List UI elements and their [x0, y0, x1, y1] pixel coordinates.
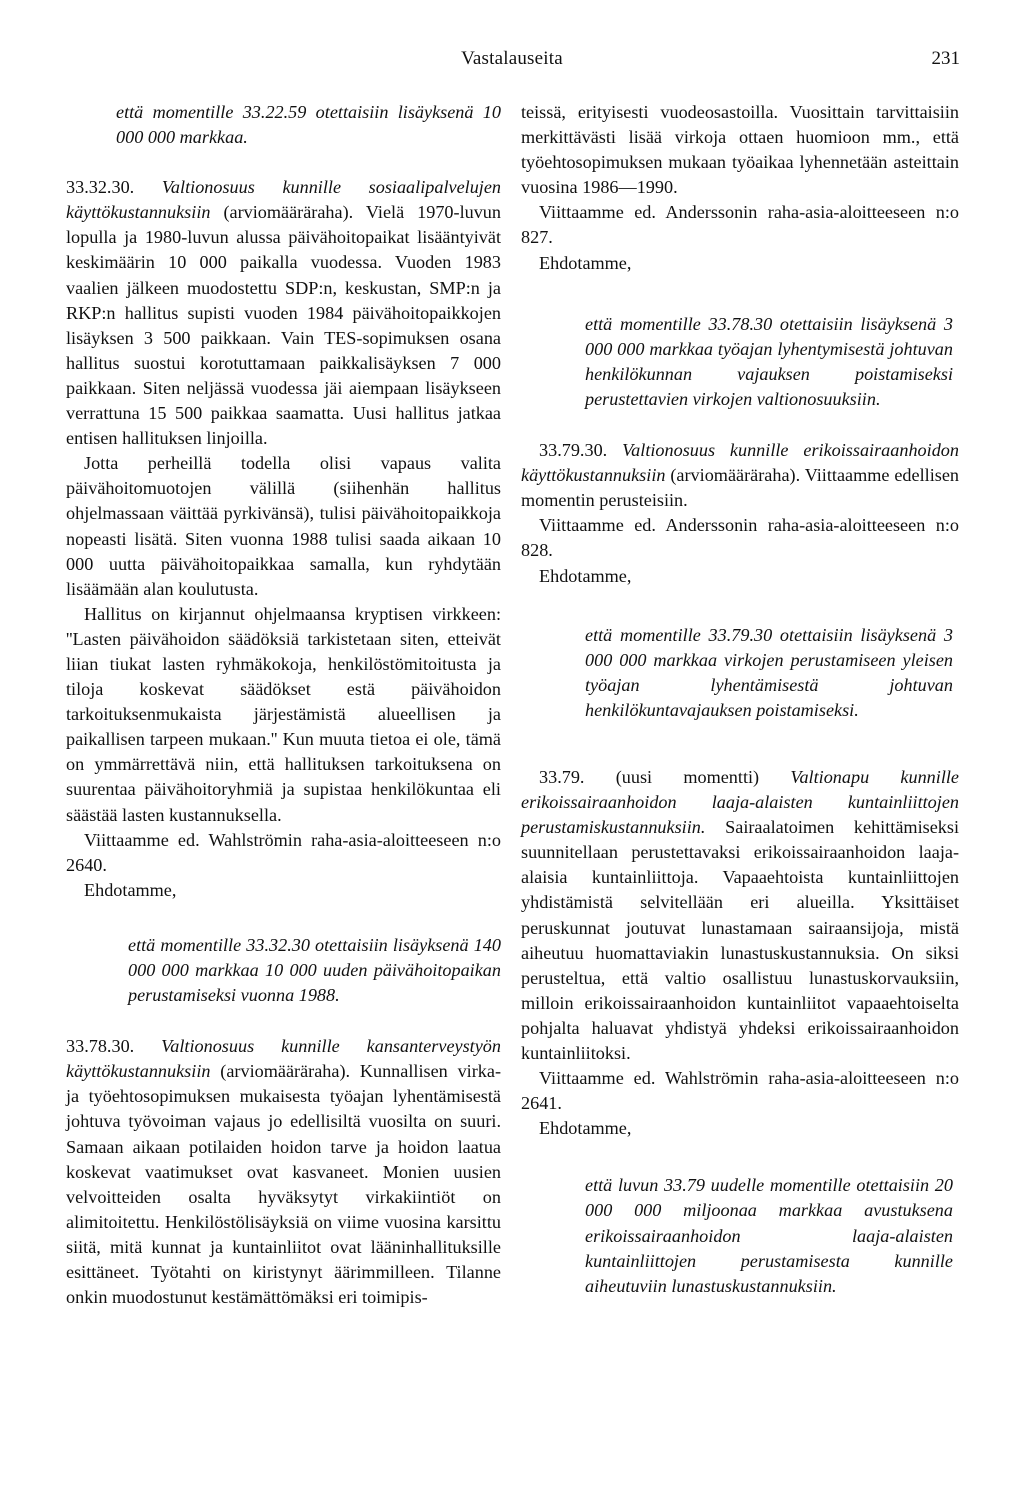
body-paragraph: teissä, erityisesti vuodeosastoilla. Vuosittain tarvittaisiin merkittävästi lisää virkoja ottaen huomioon mm., että työehtosopimuksen mukaan työaikaa lyhennetään asteittain vuosina 1986—1990.: [521, 102, 959, 198]
reference-paragraph: Viittaamme ed. Anderssonin raha-asia-aloitteeseen n:o 828.: [521, 515, 959, 561]
section-paragraph: [66, 1034, 501, 1310]
section-number: 33.78.30.: [66, 1036, 135, 1057]
running-header: Vastalauseita: [461, 48, 563, 69]
section-text: (arviomääräraha). Vielä 1970-luvun lopulla ja 1980-luvun alussa päivähoitopaikat lisääntyivät keskimäärin 10 000 paikalla vuodessa. Vuoden 1983 vaalien jälkeen muodostettu SDP:n, keskustan, SMP:n ja RKP:n hallitus supisti vuoden 1984 päivähoitopaikkojen lisäyksen 3 500 paikkaan. Vain TES-sopimuksen osana hallitus suostui korotuttamaan paikkalisäyksen 7 000 paikkaan. Siten neljässä vuodessa jäi aiempaan lisäykseen verrattuna 15 500 paikkaa saamatta. Uusi hallitus jatkaa entisen hallituksen linjoilla.: [66, 202, 501, 449]
proposal-paragraph: että momentille 33.22.59 otettaisiin lisäyksenä 10 000 000 markkaa.: [116, 102, 501, 148]
section-title: Valtionosuus kunnille kansanterveystyön käyttökustannuksiin: [66, 1036, 501, 1082]
reference-paragraph: Viittaamme ed. Anderssonin raha-asia-aloitteeseen n:o 827.: [521, 202, 959, 248]
proposal-paragraph: että momentille 33.32.30 otettaisiin lisäyksenä 140 000 000 markkaa 10 000 uuden päivähoitopaikan perustamiseksi vuonna 1988.: [128, 934, 501, 1006]
proposal-paragraph: että momentille 33.79.30 otettaisiin lisäyksenä 3 000 000 markkaa virkojen perustamiseen yleisen työajan lyhentämisestä johtuvan henkilökuntavajauksen poistamiseksi.: [585, 624, 953, 720]
section-number: 33.79.: [539, 766, 585, 787]
page-number: 231: [931, 48, 960, 69]
reference-paragraph: Viittaamme ed. Wahlströmin raha-asia-aloitteeseen n:o 2640.: [66, 829, 501, 875]
section-number: 33.32.30.: [66, 177, 135, 198]
proposal-paragraph: että momentille 33.78.30 otettaisiin lisäyksenä 3 000 000 markkaa työajan lyhentymisestä johtuvan henkilökunnan vajauksen poistamiseksi perustettavien virkojen valtionosuuksiin.: [585, 313, 953, 409]
proposal-paragraph: että luvun 33.79 uudelle momentille otettaisiin 20 000 000 miljoonaa markkaa avustuksena erikoissairaanhoidon laaja-alaisten kuntainliittojen perustamisesta kunnille aiheutuviin lunastuskustannuksiin.: [585, 1175, 953, 1296]
proposal-intro: Ehdotamme,: [539, 252, 632, 273]
proposal-intro: Ehdotamme,: [539, 1118, 632, 1139]
body-paragraph: Jotta perheillä todella olisi vapaus valita päivähoitomuotojen välillä (siihenhän hallitus ohjelmassaan väittää pyrkivänsä), tulisi päivähoitopaikkoja nopeasti lisätä. Siten vuonna 1988 tulisi saada aikaan 10 000 uutta päivähoitopaikkaa samalla, kun ryhdytään lisäämään alan koulutusta.: [66, 453, 501, 599]
section-paragraph: [521, 438, 959, 513]
proposal-intro: Ehdotamme,: [539, 565, 632, 586]
section-title: Valtionosuus kunnille sosiaalipalvelujen käyttökustannuksiin: [66, 177, 502, 223]
proposal-intro: Ehdotamme,: [84, 879, 177, 900]
section-paragraph: [521, 765, 959, 1066]
section-text: (arviomääräraha). Viittaamme edellisen momentin perusteisiin.: [521, 465, 960, 511]
left-column: [66, 100, 501, 1310]
reference-paragraph: Viittaamme ed. Wahlströmin raha-asia-aloitteeseen n:o 2641.: [521, 1068, 959, 1114]
section-text: (arviomääräraha). Kunnallisen virka- ja työehtosopimuksen mukaisesta työajan lyhentämisestä johtuva työvoiman vajaus jo edellisiltä vuosilta on suuri. Samaan aikaan potilaiden hoidon tarve ja hoidon laatua koskevat vaatimukset ovat kasvaneet. Monien uusien velvoitteiden osalta hyväksytyt virkakiintiöt on alimitoitettu. Henkilöstölisäyksiä on viime vuosina karsittu siitä, mitä kunnat ja kuntainliitot ovat lääninhallituksille esittäneet. Työtahti on kiristynyt äärimmilleen. Tilanne onkin muodostunut kestämättömäksi eri toimipis-: [66, 1061, 501, 1308]
section-note: (uusi momentti): [615, 766, 760, 787]
section-title: Valtionapu kunnille erikoissairaanhoidon laaja-alaisten kuntainliittojen perustamiskustannuksiin.: [521, 766, 960, 838]
section-text: Sairaalatoimen kehittämiseksi suunnitellaan perustettavaksi erikoissairaanhoidon laaja-alaisia kuntainliittoja. Vapaaehtoista kuntainliittojen yhdistämistä selvitellään eri alueilla. Yksittäiset peruskunnat joutuvat lunastamaan sairaansijoja, mistä aiheutuu huomattaviakin lunastuskustannuksia. On siksi perusteltua, että valtio osallistuu lunastuskorvauksiin, milloin erikoissairaanhoidon kuntainliitot vapaaehtoiselta pohjalta haluavat yhdistyä yhdeksi erikoissairaanhoidon kuntainliitoksi.: [521, 817, 959, 1063]
section-title: Valtionosuus kunnille erikoissairaanhoidon käyttökustannuksiin: [521, 440, 959, 486]
section-paragraph: [66, 175, 501, 451]
section-number: 33.79.30.: [539, 440, 608, 461]
right-column: [521, 100, 959, 1299]
body-paragraph: Hallitus on kirjannut ohjelmaansa kryptisen virkkeen: ''Lasten päivähoidon säädöksiä tarkistetaan siten, etteivät liian tiukat lasten ryhmäkokoja, henkilöstömitoitusta ja tiloja koskevat säädökset estä päivähoidon tarkoituksenmukaista järjestämistä alueellisen ja paikallisen tarpeen mukaan.'' Kun muuta tietoa ei ole, tämä on ymmärrettävä niin, että hallituksen tarkoituksena on suurentaa päivähoitoryhmiä ja supistaa henkilökuntaa eli säästää lasten kustannuksella.: [66, 603, 501, 825]
